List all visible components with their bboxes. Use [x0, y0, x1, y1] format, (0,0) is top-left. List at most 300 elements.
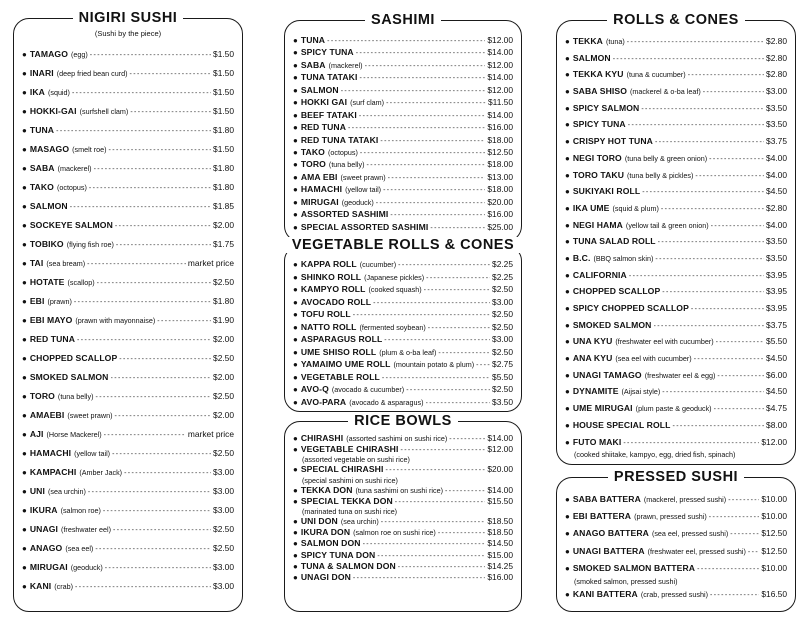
item-price: $14.00: [487, 47, 513, 58]
menu-item: [293, 146, 513, 158]
dot-leader: [74, 293, 211, 312]
item-description: (deep fried bean curd): [56, 69, 128, 78]
item-name: TOBIKO: [29, 239, 64, 249]
bullet-icon: ●: [22, 354, 27, 363]
menu-item-row: [565, 100, 787, 117]
item-price: $3.50: [766, 102, 787, 113]
item-price: $2.50: [492, 346, 513, 357]
menu-item-row: [293, 84, 513, 96]
item-description: (salmon roe): [60, 506, 101, 515]
bullet-icon: ●: [293, 347, 298, 357]
item-subdescription: (special sashimi on sushi rice): [302, 475, 398, 485]
item-description: (surfshell clam): [79, 107, 129, 116]
bullet-icon: ●: [565, 529, 570, 539]
bullet-icon: ●: [293, 160, 298, 170]
item-description: (yellow tail & green onion): [625, 220, 709, 230]
item-price: market price: [187, 258, 234, 268]
item-price: $1.50: [213, 144, 234, 154]
item-price: $4.00: [766, 169, 787, 180]
item-price: $6.00: [766, 369, 787, 380]
item-name: ASSORTED SASHIMI: [300, 209, 389, 220]
item-price: $3.00: [492, 296, 513, 307]
item-name: YAMAIMO UME ROLL: [300, 359, 391, 369]
item-description: (prawn): [47, 297, 72, 306]
item-description: (sea eel with cucumber): [615, 354, 692, 364]
menu-item-row: [293, 146, 513, 158]
menu-item-row: [22, 330, 234, 349]
menu-item: [565, 400, 787, 417]
bullet-icon: ●: [565, 87, 570, 97]
item-price: $20.00: [487, 196, 513, 207]
menu-item-row: [293, 308, 513, 321]
bullet-icon: ●: [565, 495, 570, 504]
menu-item-row: [22, 520, 234, 539]
bullet-icon: ●: [22, 544, 27, 553]
menu-item: [565, 525, 787, 542]
dot-leader: [113, 521, 211, 540]
menu-item-row: [22, 178, 234, 197]
bullet-icon: ●: [293, 272, 298, 282]
item-name: TORO: [29, 391, 55, 401]
item-description: (mackerel, pressed sushi): [643, 495, 727, 504]
item-price: $16.00: [487, 571, 513, 582]
menu-item: [22, 349, 234, 368]
item-price: $1.80: [213, 182, 234, 192]
nigiri-title: NIGIRI SUSHI: [14, 10, 242, 26]
bullet-icon: ●: [293, 550, 298, 560]
menu-item: [22, 444, 234, 463]
item-price: $12.50: [761, 528, 787, 539]
menu-item-row: [293, 333, 513, 346]
bullet-icon: ●: [565, 420, 570, 430]
dot-leader: [75, 578, 211, 597]
menu-item: [565, 183, 787, 200]
item-description: (sweet prawn): [340, 172, 386, 182]
item-description: (flying fish roe): [66, 240, 114, 249]
menu-item: [293, 572, 513, 583]
item-description: (tuna belly & pickles): [627, 170, 694, 180]
item-description: (sea bream): [46, 259, 86, 268]
item-description: (tuna belly): [328, 160, 365, 170]
menu-item-row: [22, 273, 234, 292]
menu-item: [293, 358, 513, 371]
bullet-icon: ●: [565, 187, 570, 197]
item-price: $3.95: [766, 269, 787, 280]
menu-item: [293, 346, 513, 359]
menu-item-row: [565, 33, 787, 50]
menu-item: [22, 197, 234, 216]
item-description: (freshwater eel, pressed sushi): [647, 546, 746, 556]
nigiri-subtitle: (Sushi by the piece): [94, 29, 162, 38]
menu-item: [293, 333, 513, 346]
bullet-icon: ●: [565, 370, 570, 380]
menu-item-row: [565, 350, 787, 367]
bullet-icon: ●: [22, 582, 27, 591]
menu-item-row: [22, 83, 234, 102]
menu-item: [22, 45, 234, 64]
item-price: $3.50: [766, 236, 787, 247]
item-price: $2.00: [213, 334, 234, 344]
item-price: $18.50: [487, 527, 513, 538]
menu-item-row: [293, 121, 513, 133]
menu-item: [22, 406, 234, 425]
bullet-icon: ●: [565, 304, 570, 313]
menu-item: [22, 463, 234, 482]
dot-leader: [116, 236, 211, 255]
item-price: $15.50: [487, 495, 513, 506]
item-price: $14.00: [487, 484, 513, 495]
item-price: $12.50: [761, 545, 787, 556]
bullet-icon: ●: [565, 546, 570, 556]
menu-item: [293, 464, 513, 484]
item-price: $4.50: [766, 353, 787, 364]
menu-item: [293, 550, 513, 561]
item-name: ANA KYU: [572, 353, 613, 364]
item-price: $2.80: [766, 69, 787, 80]
item-price: $2.50: [492, 309, 513, 319]
menu-item: [565, 543, 787, 560]
item-name: SABA: [300, 59, 326, 70]
menu-item: [565, 83, 787, 100]
item-price: $3.50: [766, 119, 787, 130]
menu-item: [565, 200, 787, 217]
bullet-icon: ●: [22, 88, 27, 97]
item-price: $4.00: [766, 219, 787, 230]
bullet-icon: ●: [293, 98, 298, 108]
menu-item-row: [22, 254, 234, 273]
menu-item: [293, 516, 513, 527]
item-name: HOKKI-GAI: [29, 106, 77, 116]
item-price: $14.00: [487, 433, 513, 443]
menu-item-row: [22, 387, 234, 406]
item-price: $2.50: [213, 524, 234, 534]
menu-item-row: [565, 267, 787, 284]
menu-item-row: [565, 116, 787, 133]
bullet-icon: ●: [293, 572, 298, 582]
item-price: $3.00: [213, 467, 234, 477]
menu-item-row: [22, 216, 234, 235]
menu-item-row: [22, 292, 234, 311]
item-description: (mackerel): [328, 60, 363, 70]
bullet-icon: ●: [22, 468, 27, 477]
item-name: SPICY TUNA: [300, 47, 354, 58]
dot-leader: [95, 540, 211, 559]
item-subdescription: (smoked salmon, pressed sushi): [574, 576, 678, 586]
item-description: (Horse Mackerel): [46, 430, 102, 439]
item-name: TORO TAKU: [572, 169, 625, 180]
item-name: INARI: [29, 68, 54, 78]
item-description: (tuna & cucumber): [626, 70, 686, 80]
bullet-icon: ●: [293, 322, 298, 332]
bullet-icon: ●: [22, 316, 27, 325]
menu-item-row: [293, 183, 513, 195]
menu-item-row: [22, 45, 234, 64]
item-price: $2.50: [213, 391, 234, 401]
menu-item: [22, 235, 234, 254]
menu-item-row: [293, 572, 513, 583]
menu-item: [22, 577, 234, 596]
item-description: (mackerel): [57, 164, 92, 173]
item-description: (yellow tail): [74, 449, 111, 458]
item-description: (mackerel & o-ba leaf): [630, 87, 701, 97]
dot-leader: [77, 331, 211, 350]
item-description: (surf clam): [350, 98, 385, 108]
item-price: $14.25: [487, 560, 513, 571]
dot-leader: [72, 84, 211, 103]
item-price: $16.00: [487, 209, 513, 220]
menu-item: [565, 350, 787, 367]
menu-item-row: [565, 66, 787, 83]
menu-item: [565, 586, 787, 603]
item-price: $10.00: [761, 511, 787, 522]
bullet-icon: ●: [293, 539, 298, 549]
menu-item-row: [22, 501, 234, 520]
item-name: IKA: [29, 87, 45, 97]
item-price: $4.50: [766, 386, 787, 397]
menu-item-row: [565, 133, 787, 150]
dot-leader: [90, 46, 211, 65]
item-description: (prawn, pressed sushi): [634, 512, 707, 522]
menu-item: [565, 267, 787, 284]
menu-item: [293, 496, 513, 516]
item-name: SPECIAL CHIRASHI: [300, 464, 384, 475]
item-price: $18.00: [487, 134, 513, 145]
bullet-icon: ●: [565, 120, 570, 130]
item-price: $3.50: [492, 396, 513, 407]
menu-item: [293, 444, 513, 464]
menu-item-row: [293, 321, 513, 334]
item-name: TORO: [300, 159, 326, 170]
item-description: (geoduck): [70, 563, 103, 572]
menu-item-row: [565, 400, 787, 417]
dot-leader: [87, 255, 186, 274]
menu-item: [22, 159, 234, 178]
item-price: $1.50: [213, 87, 234, 97]
item-name: SMOKED SALMON BATTERA: [572, 562, 696, 573]
item-description: (sea urchin): [47, 487, 86, 496]
bullet-icon: ●: [565, 589, 570, 599]
item-name: UNA KYU: [572, 336, 613, 347]
bullet-icon: ●: [22, 164, 27, 173]
item-name: SUKIYAKI ROLL: [572, 186, 641, 197]
item-name: SPICY CHOPPED SCALLOP: [572, 303, 689, 313]
item-price: $3.00: [213, 505, 234, 515]
menu-item-row: [22, 159, 234, 178]
vegetable-rolls-section: [284, 237, 522, 412]
rice-bowls-section: [284, 413, 522, 612]
nigiri-list: [22, 45, 234, 596]
item-name: SPECIAL ASSORTED SASHIMI: [300, 221, 429, 232]
menu-item-row: [565, 525, 787, 542]
item-name: SABA: [29, 163, 55, 173]
item-description: (egg): [71, 50, 88, 59]
dot-leader: [56, 122, 211, 141]
menu-item: [565, 560, 787, 586]
menu-item: [22, 425, 234, 444]
item-name: ANAGO BATTERA: [572, 528, 649, 539]
item-price: $2.80: [766, 202, 787, 213]
menu-item: [22, 482, 234, 501]
item-price: $1.85: [213, 201, 234, 211]
bullet-icon: ●: [293, 73, 298, 83]
item-name: VEGETABLE CHIRASHI: [300, 444, 399, 455]
item-price: $1.80: [213, 125, 234, 135]
item-price: $2.50: [213, 277, 234, 287]
item-price: $11.50: [488, 97, 513, 108]
item-price: $12.00: [487, 444, 513, 455]
item-name: AMAEBI: [29, 410, 65, 420]
menu-item: [22, 140, 234, 159]
menu-item: [293, 485, 513, 496]
bullet-icon: ●: [293, 385, 298, 394]
menu-item-row: [565, 508, 787, 525]
dot-leader: [97, 274, 211, 293]
dot-leader: [89, 179, 211, 198]
item-description: (tuna belly): [57, 392, 94, 401]
bullet-icon: ●: [22, 506, 27, 515]
item-description: (Amber Jack): [79, 468, 123, 477]
item-description: (crab, pressed sushi): [640, 589, 708, 599]
dot-leader: [104, 426, 186, 445]
dot-leader: [395, 497, 486, 508]
item-name: UNI DON: [300, 515, 338, 526]
bullet-icon: ●: [565, 320, 570, 330]
item-name: SALMON: [29, 201, 68, 211]
rolls-cones-section: [556, 12, 796, 465]
sashimi-list: [293, 34, 513, 233]
bullet-icon: ●: [293, 465, 298, 475]
item-price: $20.00: [487, 464, 513, 475]
item-name: KANI: [29, 581, 52, 591]
item-name: HAMACHI: [29, 448, 72, 458]
item-name: TAI: [29, 258, 44, 268]
item-price: $4.00: [766, 152, 787, 163]
item-name: UNAGI BATTERA: [572, 545, 645, 556]
item-price: $1.75: [213, 239, 234, 249]
item-name: BEEF TATAKI: [300, 109, 357, 120]
item-description: (cooked squash): [368, 285, 422, 294]
item-description: (yellow tail): [345, 185, 382, 195]
item-price: $16.00: [487, 122, 513, 133]
menu-item-row: [22, 235, 234, 254]
item-name: UNAGI TAMAGO: [572, 369, 642, 380]
bullet-icon: ●: [293, 260, 298, 269]
menu-item-row: [293, 171, 513, 183]
menu-item-row: [293, 283, 513, 296]
bullet-icon: ●: [565, 512, 570, 522]
menu-item-row: [22, 577, 234, 596]
item-name: CALIFORNIA: [572, 269, 627, 280]
bullet-icon: ●: [293, 222, 298, 232]
item-price: $3.50: [766, 252, 787, 263]
menu-item: [565, 417, 787, 434]
menu-item-row: [293, 383, 513, 396]
item-description: (mountain potato & plum): [393, 360, 475, 369]
bullet-icon: ●: [293, 285, 298, 294]
item-description: (tuna sashimi on sushi rice): [355, 485, 443, 495]
item-price: $15.00: [487, 549, 513, 560]
item-price: $12.00: [487, 59, 513, 70]
item-description: (tuna belly & green onion): [624, 153, 708, 163]
menu-item: [293, 183, 513, 195]
item-price: $14.50: [487, 538, 513, 549]
bullet-icon: ●: [293, 496, 298, 506]
item-name: ASPARAGUS ROLL: [300, 334, 383, 344]
item-name: RED TUNA: [29, 334, 76, 344]
dot-leader: [129, 65, 211, 84]
menu-item-row: [565, 150, 787, 167]
item-description: (prawn with mayonnaise): [75, 316, 156, 325]
menu-item-row: [565, 560, 787, 577]
dot-leader: [105, 559, 211, 578]
menu-item: [22, 387, 234, 406]
dot-leader: [697, 561, 759, 578]
menu-item-row: [565, 317, 787, 334]
menu-item: [293, 121, 513, 133]
item-name: TEKKA DON: [300, 484, 353, 495]
menu-item-row: [22, 140, 234, 159]
bullet-icon: ●: [293, 434, 298, 443]
menu-item-row: [22, 64, 234, 83]
item-description: (octopus): [327, 147, 358, 157]
menu-item-row: [22, 558, 234, 577]
item-name: RED TUNA TATAKI: [300, 134, 379, 145]
menu-item: [293, 527, 513, 538]
dot-leader: [114, 407, 211, 426]
item-description: (scallop): [67, 278, 95, 287]
menu-item: [293, 34, 513, 46]
bullet-icon: ●: [293, 135, 298, 145]
bullet-icon: ●: [293, 210, 298, 220]
item-name: KANI BATTERA: [572, 588, 638, 599]
menu-item: [565, 116, 787, 133]
menu-item: [565, 133, 787, 150]
item-subdescription: (marinated tuna on sushi rice): [302, 506, 398, 516]
item-price: $4.75: [766, 403, 787, 414]
item-price: $2.00: [213, 220, 234, 230]
item-name: AVO-Q: [300, 384, 329, 394]
item-name: SOCKEYE SALMON: [29, 220, 113, 230]
menu-item: [565, 333, 787, 350]
item-description: (cucumber): [359, 260, 397, 269]
item-price: $2.50: [213, 353, 234, 363]
bullet-icon: ●: [565, 404, 570, 414]
menu-item: [565, 250, 787, 267]
menu-item: [565, 367, 787, 384]
rolls-cones-list: [565, 33, 787, 459]
menu-item: [22, 102, 234, 121]
item-description: (freshwater eel): [61, 525, 111, 534]
item-price: $3.95: [766, 286, 787, 297]
bullet-icon: ●: [565, 203, 570, 213]
menu-item: [293, 383, 513, 396]
item-price: $2.80: [766, 36, 787, 46]
menu-item: [565, 508, 787, 525]
menu-item-row: [293, 196, 513, 208]
dot-leader: [400, 445, 485, 456]
item-description: (crab): [54, 582, 74, 591]
item-description: (fermented soybean): [359, 322, 426, 332]
item-name: UNAGI: [29, 524, 59, 534]
item-price: market price: [187, 429, 234, 439]
item-name: SPECIAL TEKKA DON: [300, 495, 393, 506]
item-name: HAMACHI: [300, 184, 343, 195]
menu-item: [565, 167, 787, 184]
bullet-icon: ●: [293, 60, 298, 70]
bullet-icon: ●: [565, 387, 570, 397]
menu-item-row: [22, 425, 234, 444]
menu-item: [293, 321, 513, 334]
